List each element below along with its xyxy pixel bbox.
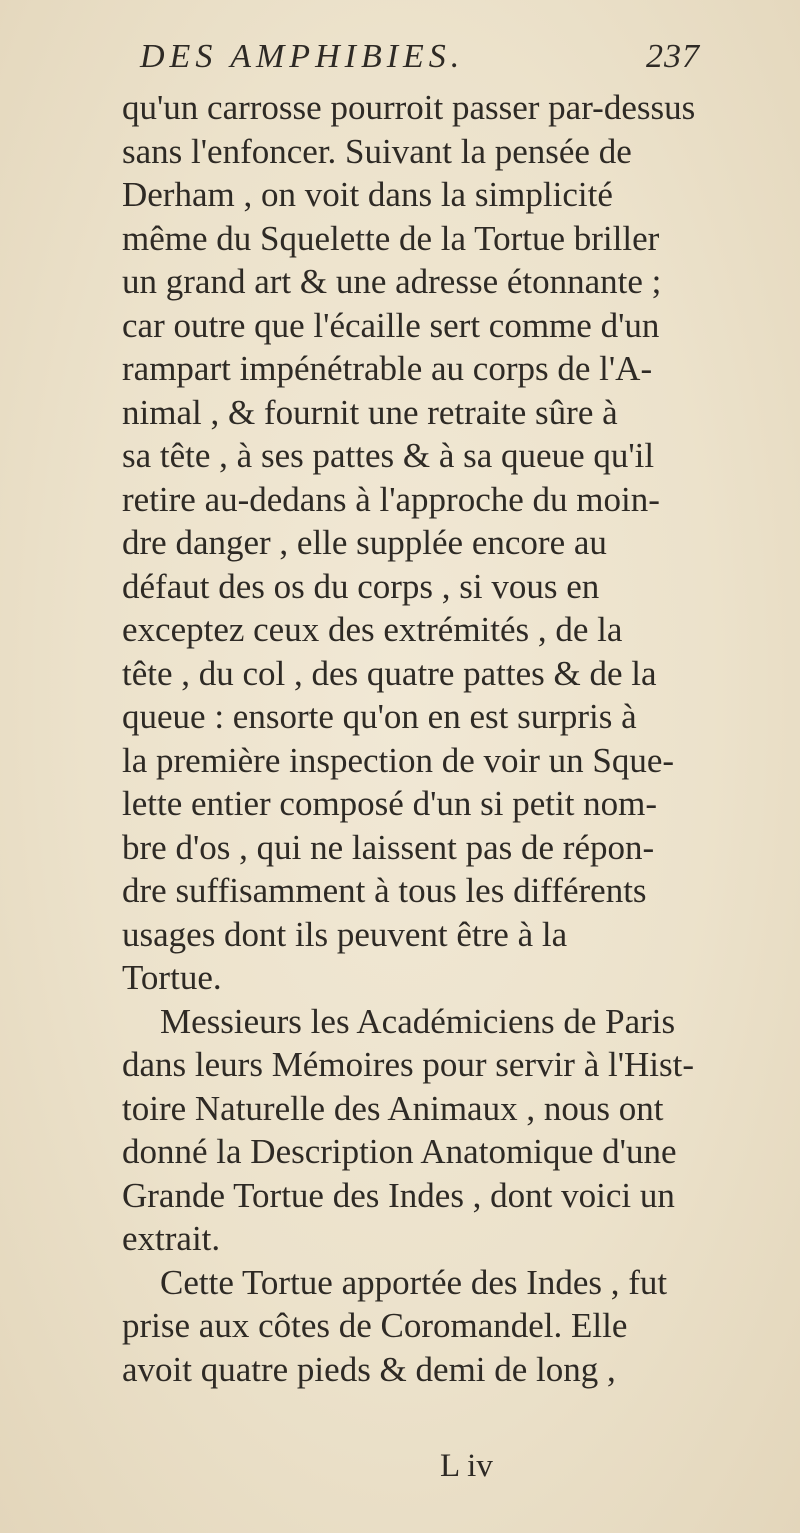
text-line: queue : ensorte qu'on en est surpris à <box>122 697 637 736</box>
text-line: Messieurs les Académiciens de Paris <box>160 1001 676 1041</box>
text-line: extrait. <box>122 1219 221 1258</box>
running-title: DES AMPHIBIES. <box>140 38 465 75</box>
running-header <box>140 38 700 86</box>
text-line: dre suffisamment à tous les différents <box>122 871 647 910</box>
signature-mark: L iv <box>440 1448 493 1484</box>
text-line: Grande Tortue des Indes , dont voici un <box>122 1175 675 1215</box>
text-line: tête , du col , des quatre pattes & de la <box>122 653 657 693</box>
text-line: prise aux côtes de Coromandel. Elle <box>122 1306 628 1345</box>
text-line: un grand art & une adresse étonnante ; <box>122 262 662 301</box>
text-line: usages dont ils peuvent être à la <box>122 914 568 954</box>
text-line: bre d'os , qui ne laissent pas de répon- <box>122 827 655 867</box>
text-line: même du Squelette de la Tortue briller <box>122 218 660 258</box>
text-line: dre danger , elle supplée encore au <box>122 523 607 562</box>
text-line: rampart impénétrable au corps de l'A- <box>122 349 653 388</box>
text-line: Derham , on voit dans la simplicité <box>122 175 613 214</box>
text-line: Tortue. <box>122 958 222 997</box>
text-line: Cette Tortue apportée des Indes , fut <box>160 1262 668 1302</box>
text-line: avoit quatre pieds & demi de long , <box>122 1349 616 1389</box>
text-line: car outre que l'écaille sert comme d'un <box>122 305 660 345</box>
page-number: 237 <box>646 38 700 75</box>
text-line: dans leurs Mémoires pour servir à l'Hist- <box>122 1045 695 1084</box>
body-text <box>122 86 702 1391</box>
text-line: défaut des os du corps , si vous en <box>122 566 600 606</box>
text-line: sans l'enfoncer. Suivant la pensée de <box>122 131 632 171</box>
text-line: lette entier composé d'un si petit nom- <box>122 784 658 823</box>
text-line: retire au-dedans à l'approche du moin- <box>122 479 660 519</box>
text-line: donné la Description Anatomique d'une <box>122 1132 677 1171</box>
text-line: nimal , & fournit une retraite sûre à <box>122 392 618 432</box>
text-line: la première inspection de voir un Sque- <box>122 740 675 780</box>
text-line: toire Naturelle des Animaux , nous ont <box>122 1088 664 1128</box>
text-line: qu'un carrosse pourroit passer par-dessus <box>122 88 696 127</box>
text-line: sa tête , à ses pattes & à sa queue qu'il <box>122 436 655 475</box>
text-line: exceptez ceux des extrémités , de la <box>122 610 623 649</box>
